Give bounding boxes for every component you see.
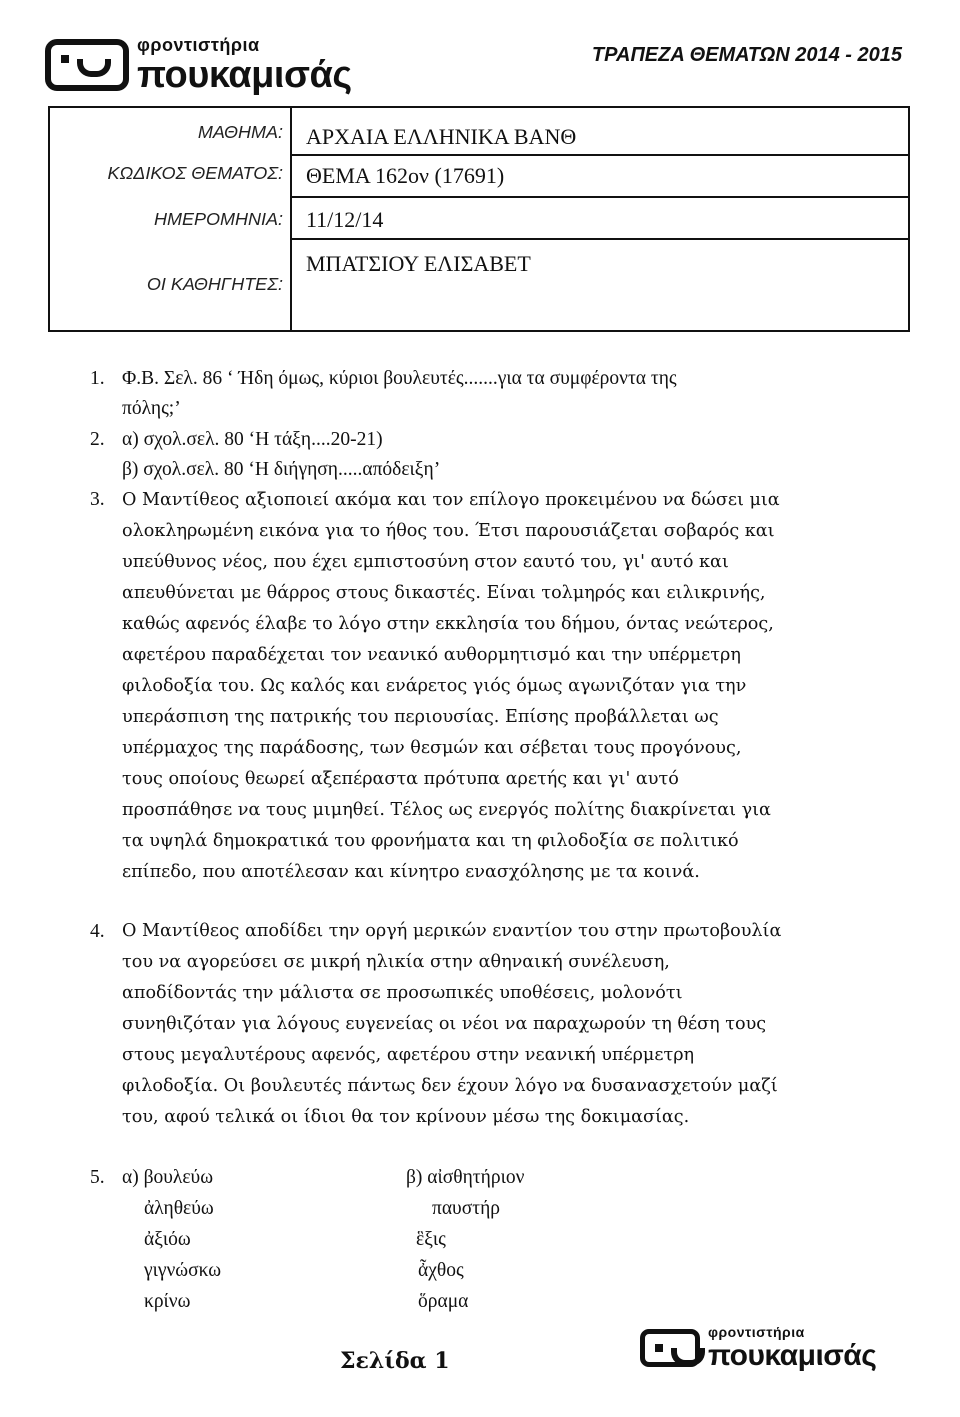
logo-tagline: φροντιστήρια (708, 1324, 805, 1340)
answer-5-left-word: ἀληθεύω (144, 1198, 214, 1219)
code-value: ΘΕΜΑ 162ον (17691) (306, 163, 505, 188)
answer-4-line: Ο Μαντίθεος αποδίδει την οργή μερικών εναντίον του στην πρωτοβουλία (122, 921, 782, 941)
answer-4-line: συνηθιζόταν για λόγους ευγενείας οι νέοι να παραχωρούν τη θέση τους (122, 1014, 767, 1034)
info-divider (292, 238, 908, 240)
date-label: ΗΜΕΡΟΜΗΝΙΑ: (153, 209, 283, 229)
answer-3-line: υπέρμαχος της παράδοσης, των θεσμών και σέβεται τους προγόνους, (122, 738, 742, 758)
subject-label: ΜΑΘΗΜΑ: (197, 122, 283, 142)
answer-4-line: αποδίδοντάς την μάλιστα σε προσωπικές υποθέσεις, μολονότι (122, 983, 683, 1003)
info-divider (292, 196, 908, 198)
date-value: 11/12/14 (306, 207, 384, 232)
answer-3-line: τους οποίους θεωρεί αξεπέραστα πρότυπα αρετής και γι' αυτό (122, 769, 679, 789)
subject-value: ΑΡΧΑΙΑ ΕΛΛΗΝΙΚΑ ΒΑΝΘ (306, 124, 577, 149)
answer-3-line: φιλοδοξία του. Ως καλός και ενάρετος γιός όμως αγωνιζόταν για την (122, 676, 747, 696)
answer-5-right-word: ὅραμα (418, 1291, 469, 1312)
answer-2-line: β) σχολ.σελ. 80 ‘Η διήγηση.....απόδειξη’ (122, 459, 441, 480)
answer-1-line: Φ.Β. Σελ. 86 ‘ Ήδη όμως, κύριοι βουλευτές.......για τα συμφέροντα της (122, 368, 677, 389)
answer-5-right-word: β) αἰσθητήριον (406, 1167, 525, 1188)
answer-5-left-word: ἀξιόω (144, 1229, 191, 1250)
answer-number: 3. (90, 489, 105, 510)
answer-4-line: φιλοδοξία. Οι βουλευτές πάντως δεν έχουν λόγο να δυσανασχετούν μαζί (122, 1076, 778, 1096)
logo-name: πουκαμισάς (708, 1339, 877, 1372)
answer-number: 2. (90, 429, 105, 450)
answer-5-right-word: ἆχθος (418, 1260, 464, 1281)
teachers-label: ΟΙ ΚΑΘΗΓΗΤΕΣ: (146, 274, 283, 294)
logo-tagline: φροντιστήρια (137, 35, 260, 55)
teachers-value: ΜΠΑΤΣΙΟΥ ΕΛΙΣΑΒΕΤ (306, 251, 531, 276)
answer-number: 5. (90, 1167, 105, 1188)
answer-4-line: του, αφού τελικά οι ίδιοι θα τον κρίνουν μέσω της δοκιμασίας. (122, 1107, 690, 1127)
document-series-title: ΤΡΑΠΕΖΑ ΘΕΜΑΤΩΝ 2014 - 2015 (591, 44, 902, 66)
info-divider (292, 154, 908, 156)
answer-3-line: επίπεδο, που αποτέλεσαν και κίνητρο ενασχόλησης με τα κοινά. (122, 862, 700, 882)
answer-5-right-word: παυστήρ (432, 1198, 500, 1219)
answer-3-line: αφετέρου παραδέχεται τον νεανικό αυθορμητισμό και την υπέρμετρη (122, 645, 741, 665)
brand-logo (45, 36, 352, 94)
info-divider-vertical (290, 108, 292, 330)
brand-logo-footer (640, 1325, 876, 1371)
answer-3-line: υπεύθυνος νέος, που έχει εμπιστοσύνη στον εαυτό του, γι' αυτό και (122, 552, 729, 572)
answer-number: 1. (90, 368, 105, 389)
code-label: ΚΩΔΙΚΟΣ ΘΕΜΑΤΟΣ: (107, 163, 283, 183)
smiley-logo-icon (640, 1329, 700, 1367)
answer-5-left-word: α) βουλεύω (122, 1167, 214, 1188)
answer-3-line: υπεράσπιση της πατρικής του περιουσίας. Επίσης προβάλλεται ως (122, 707, 719, 727)
answer-3-line: Ο Μαντίθεος αξιοποιεί ακόμα και τον επίλογο προκειμένου να δώσει μια (122, 490, 780, 510)
answer-1-line: πόλης;’ (122, 398, 181, 419)
answer-4-line: στους μεγαλυτέρους αφενός, αφετέρου στην νεανική υπέρμετρη (122, 1045, 695, 1065)
answer-3-line: τα υψηλά δημοκρατικά του φρονήματα και τη φιλοδοξία σε πολιτικό (122, 831, 739, 851)
answer-3-line: ολοκληρωμένη εικόνα για το ήθος του. Έτσι παρουσιάζεται σοβαρός και (122, 521, 775, 541)
answer-3-line: απευθύνεται με θάρρος στους δικαστές. Είναι τολμηρός και ειλικρινής, (122, 583, 766, 603)
answer-5-left-word: γιγνώσκω (144, 1260, 222, 1281)
answer-3-line: προσπάθησε να τους μιμηθεί. Τέλος ως ενεργός πολίτης διακρίνεται για (122, 800, 771, 820)
answer-2-line: α) σχολ.σελ. 80 ‘Η τάξη....20-21) (122, 429, 383, 450)
answer-5-left-word: κρίνω (144, 1291, 191, 1312)
answer-5-right-word: ἓξις (416, 1229, 446, 1250)
answer-3-line: καθώς αφενός έλαβε το λόγο στην εκκλησία του δήμου, όντας νεώτερος, (122, 614, 774, 634)
answer-4-line: του να αγορεύσει σε μικρή ηλικία στην αθηναική συνέλευση, (122, 952, 670, 972)
smiley-logo-icon (45, 39, 129, 91)
page-number: Σελίδα 1 (340, 1348, 450, 1374)
answer-number: 4. (90, 921, 105, 942)
logo-name: πουκαμισάς (137, 54, 352, 96)
exam-info-box (48, 106, 910, 332)
